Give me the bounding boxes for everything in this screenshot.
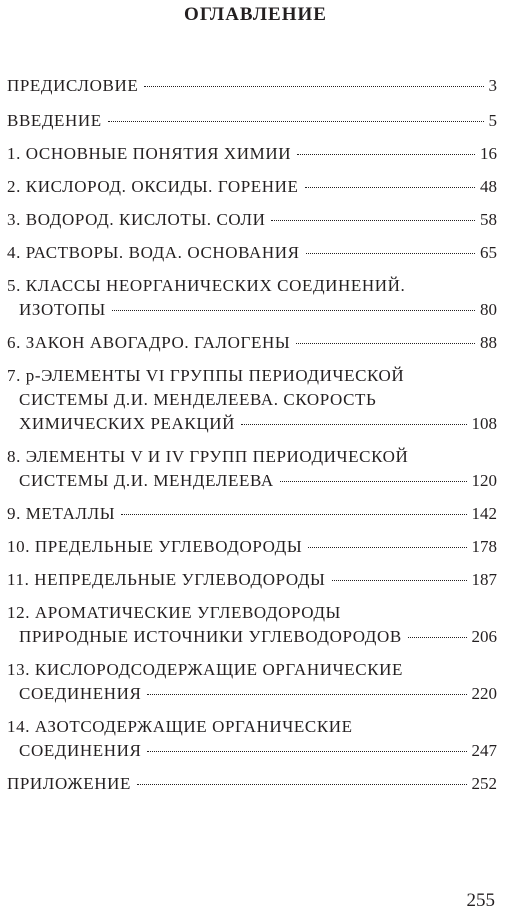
toc-entry-line bbox=[7, 74, 497, 98]
toc-entry bbox=[7, 208, 497, 232]
toc-entry-title: 5. КЛАССЫ НЕОРГАНИЧЕСКИХ СОЕДИНЕНИЙ. bbox=[7, 276, 406, 295]
toc-entry-page: 3 bbox=[488, 76, 497, 95]
toc-entry-line bbox=[7, 241, 497, 265]
toc-entry-line bbox=[7, 445, 497, 469]
page-title: ОГЛАВЛЕНИЕ bbox=[184, 4, 327, 25]
toc-entry-page: 187 bbox=[471, 570, 497, 589]
toc-entry bbox=[7, 601, 497, 649]
toc-entry-line bbox=[7, 364, 497, 388]
toc-entry bbox=[7, 364, 497, 436]
toc-entry-page: 108 bbox=[471, 414, 497, 433]
toc-entry bbox=[7, 502, 497, 526]
toc-entry-title: 14. АЗОТСОДЕРЖАЩИЕ ОРГАНИЧЕСКИЕ bbox=[7, 717, 353, 736]
toc-entry-line bbox=[7, 412, 497, 436]
toc-entry-line bbox=[7, 535, 497, 559]
toc-entry-title: 4. РАСТВОРЫ. ВОДА. ОСНОВАНИЯ bbox=[7, 243, 300, 262]
toc-entry-line bbox=[7, 109, 497, 133]
toc-entry bbox=[7, 274, 497, 322]
toc-entry bbox=[7, 535, 497, 559]
dot-leader bbox=[305, 187, 475, 188]
toc-entry-title: 9. МЕТАЛЛЫ bbox=[7, 504, 116, 523]
dot-leader bbox=[297, 154, 475, 155]
toc-entry-page: 16 bbox=[480, 144, 497, 163]
toc-entry-title: ПРИЛОЖЕНИЕ bbox=[7, 774, 131, 793]
page-number: 255 bbox=[466, 890, 495, 911]
dot-leader bbox=[112, 310, 475, 311]
dot-leader bbox=[144, 86, 483, 87]
toc-entry-title: СОЕДИНЕНИЯ bbox=[19, 741, 142, 760]
toc-entry-title: 7. р-ЭЛЕМЕНТЫ VI ГРУППЫ ПЕРИОДИЧЕСКОЙ bbox=[7, 366, 405, 385]
toc-entry bbox=[7, 175, 497, 199]
toc-entry-title: 10. ПРЕДЕЛЬНЫЕ УГЛЕВОДОРОДЫ bbox=[7, 537, 303, 556]
toc-entry-page: 252 bbox=[471, 774, 497, 793]
dot-leader bbox=[108, 121, 484, 122]
toc-entry-title: СИСТЕМЫ Д.И. МЕНДЕЛЕЕВА. СКОРОСТЬ bbox=[19, 390, 377, 409]
toc-entry-line bbox=[7, 298, 497, 322]
toc-entry-line bbox=[7, 568, 497, 592]
toc-entry-page: 220 bbox=[471, 684, 497, 703]
dot-leader bbox=[408, 637, 467, 638]
toc-entry-line bbox=[7, 739, 497, 763]
toc-entry-title: 13. КИСЛОРОДСОДЕРЖАЩИЕ ОРГАНИЧЕСКИЕ bbox=[7, 660, 404, 679]
dot-leader bbox=[147, 751, 466, 752]
toc-entry-line bbox=[7, 388, 497, 412]
dot-leader bbox=[147, 694, 466, 695]
toc-entry-title: 12. АРОМАТИЧЕСКИЕ УГЛЕВОДОРОДЫ bbox=[7, 603, 341, 622]
toc-entry-page: 247 bbox=[471, 741, 497, 760]
toc-entry-line bbox=[7, 175, 497, 199]
dot-leader bbox=[306, 253, 475, 254]
toc-entry-title: СИСТЕМЫ Д.И. МЕНДЕЛЕЕВА bbox=[19, 471, 274, 490]
toc-entry-page: 88 bbox=[480, 333, 497, 352]
dot-leader bbox=[332, 580, 467, 581]
toc-entry-title: СОЕДИНЕНИЯ bbox=[19, 684, 142, 703]
toc-entry-line bbox=[7, 331, 497, 355]
toc-entry-title: ПРИРОДНЫЕ ИСТОЧНИКИ УГЛЕВОДОРОДОВ bbox=[19, 627, 402, 646]
toc-entry-title: ИЗОТОПЫ bbox=[19, 300, 106, 319]
toc-entry-title: 6. ЗАКОН АВОГАДРО. ГАЛОГЕНЫ bbox=[7, 333, 291, 352]
toc-entry-page: 65 bbox=[480, 243, 497, 262]
toc-entry-line bbox=[7, 142, 497, 166]
toc-entry-page: 58 bbox=[480, 210, 497, 229]
toc-entry-title: 1. ОСНОВНЫЕ ПОНЯТИЯ ХИМИИ bbox=[7, 144, 292, 163]
toc-entry bbox=[7, 658, 497, 706]
toc-entry-line bbox=[7, 658, 497, 682]
toc-entry-line bbox=[7, 601, 497, 625]
dot-leader bbox=[308, 547, 466, 548]
toc-entry bbox=[7, 772, 497, 796]
dot-leader bbox=[121, 514, 466, 515]
toc-entry-line bbox=[7, 208, 497, 232]
toc-entry bbox=[7, 445, 497, 493]
toc-entry-title: 3. ВОДОРОД. КИСЛОТЫ. СОЛИ bbox=[7, 210, 266, 229]
toc-entry-page: 80 bbox=[480, 300, 497, 319]
toc-entry bbox=[7, 241, 497, 265]
dot-leader bbox=[137, 784, 467, 785]
dot-leader bbox=[241, 424, 467, 425]
toc-entry-title: ВВЕДЕНИЕ bbox=[7, 111, 102, 130]
toc-entry-line bbox=[7, 469, 497, 493]
toc-entry bbox=[7, 74, 497, 98]
toc-entry-title: 2. КИСЛОРОД. ОКСИДЫ. ГОРЕНИЕ bbox=[7, 177, 299, 196]
toc-entry bbox=[7, 142, 497, 166]
toc-entry-page: 5 bbox=[488, 111, 497, 130]
toc-entry-page: 178 bbox=[471, 537, 497, 556]
dot-leader bbox=[280, 481, 467, 482]
toc-entry-line bbox=[7, 682, 497, 706]
toc-entry-page: 206 bbox=[471, 627, 497, 646]
toc-entry bbox=[7, 568, 497, 592]
toc-entry-line bbox=[7, 625, 497, 649]
toc-entry-page: 48 bbox=[480, 177, 497, 196]
toc-entry-title: 11. НЕПРЕДЕЛЬНЫЕ УГЛЕВОДОРОДЫ bbox=[7, 570, 326, 589]
toc-entry-title: ПРЕДИСЛОВИЕ bbox=[7, 76, 139, 95]
dot-leader bbox=[296, 343, 475, 344]
toc-entry-title: ХИМИЧЕСКИХ РЕАКЦИЙ bbox=[19, 414, 235, 433]
dot-leader bbox=[271, 220, 475, 221]
toc-entry bbox=[7, 715, 497, 763]
toc-entry-title: 8. ЭЛЕМЕНТЫ V И IV ГРУПП ПЕРИОДИЧЕСКОЙ bbox=[7, 447, 409, 466]
toc-entry-line bbox=[7, 502, 497, 526]
toc-entry-page: 142 bbox=[471, 504, 497, 523]
table-of-contents bbox=[7, 74, 497, 805]
toc-entry-page: 120 bbox=[471, 471, 497, 490]
toc-entry-line bbox=[7, 715, 497, 739]
toc-entry-line bbox=[7, 772, 497, 796]
toc-entry bbox=[7, 109, 497, 133]
toc-entry-line bbox=[7, 274, 497, 298]
toc-entry bbox=[7, 331, 497, 355]
